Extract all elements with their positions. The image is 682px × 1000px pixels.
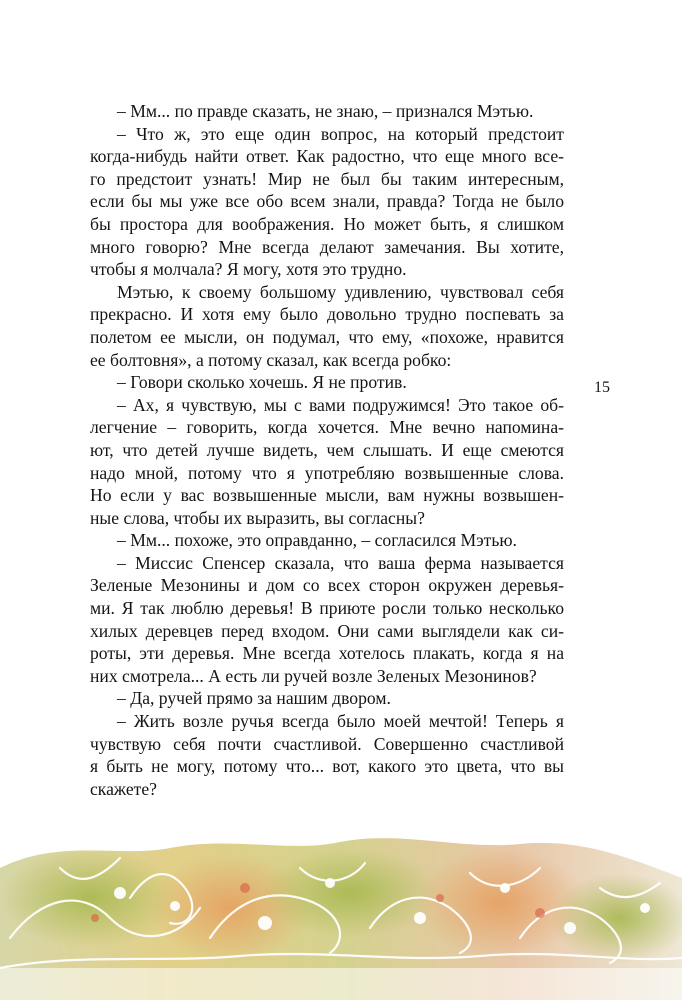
- text-line: них смотрела... А есть ли ручей возле Зеленых Мезонинов?: [90, 665, 537, 686]
- text-line: полетом ее мысли, он подумал, что ему, «похоже, нравится: [90, 326, 564, 347]
- text-line: много говорю? Мне всегда делают замечания. Вы хотите,: [90, 236, 564, 257]
- paragraph: [90, 394, 564, 530]
- text-line: хилых деревцев перед входом. Они сами выглядели как си-: [90, 620, 564, 641]
- text-line: Но если у вас возвышенные мысли, вам нужны возвышен-: [90, 485, 564, 506]
- text-line: легчение – говорить, когда хочется. Мне вечно напомина-: [90, 417, 564, 438]
- text-line: Зеленые Мезонины и дом со всех сторон окружен деревья-: [90, 575, 564, 596]
- text-line: когда-нибудь найти ответ. Как радостно, что еще много все-: [90, 146, 564, 167]
- text-line: прекрасно. И хотя ему было довольно трудно поспевать за: [90, 304, 564, 325]
- text-line: бы простора для воображения. Но может быть, я слишком: [90, 213, 564, 234]
- page-text: [90, 100, 564, 800]
- paragraph: [90, 710, 564, 800]
- paragraph: [90, 529, 564, 552]
- text-line: – Жить возле ручья всегда было моей мечтой! Теперь я: [117, 711, 564, 732]
- text-line: – Миссис Спенсер сказала, что ваша ферма называется: [117, 552, 564, 573]
- paragraph: [90, 281, 564, 371]
- text-line: ми. Я так люблю деревья! В приюте росли только несколько: [90, 598, 564, 619]
- text-line: – Ах, я чувствую, мы с вами подружимся! Это такое об-: [117, 394, 564, 415]
- paragraph: [90, 552, 564, 688]
- text-line: надо мной, потому что я употребляю возвышенные слова.: [90, 462, 564, 483]
- text-line: – Мм... похоже, это оправданно, – согласился Мэтью.: [117, 530, 517, 551]
- text-line: ные слова, чтобы их выразить, вы согласны?: [90, 507, 425, 528]
- text-line: ют, что детей лучше видеть, чем слышать. И еще смеются: [90, 439, 564, 460]
- paragraph: [90, 100, 564, 123]
- text-line: – Говори сколько хочешь. Я не против.: [117, 372, 407, 393]
- decorative-ornament-border: [0, 828, 682, 1000]
- text-line: роты, эти деревья. Мне всегда хотелось плакать, когда я на: [90, 643, 564, 664]
- text-line: – Мм... по правде сказать, не знаю, – признался Мэтью.: [117, 101, 534, 121]
- text-line: я быть не могу, потому что... вот, какого это цвета, что вы: [90, 756, 564, 777]
- text-line: го предстоит узнать! Мир не был бы таким интересным,: [90, 168, 564, 189]
- text-line: чтобы я молчала? Я могу, хотя это трудно.: [90, 259, 407, 280]
- page-number: 15: [594, 379, 610, 396]
- text-line: – Да, ручей прямо за нашим двором.: [117, 688, 391, 709]
- text-line: – Что ж, это еще один вопрос, на который предстоит: [117, 123, 564, 144]
- paragraph: [90, 123, 564, 281]
- text-line: если бы мы уже все обо всем знали, правда? Тогда не было: [90, 191, 564, 212]
- text-line: чувствую себя почти счастливой. Совершенно счастливой: [90, 733, 564, 754]
- text-line: ее болтовня», а потому сказал, как всегда робко:: [90, 349, 452, 370]
- text-line: Мэтью, к своему большому удивлению, чувствовал себя: [117, 281, 564, 302]
- paragraph: [90, 687, 564, 710]
- text-line: скажете?: [90, 778, 157, 799]
- paragraph: [90, 371, 564, 394]
